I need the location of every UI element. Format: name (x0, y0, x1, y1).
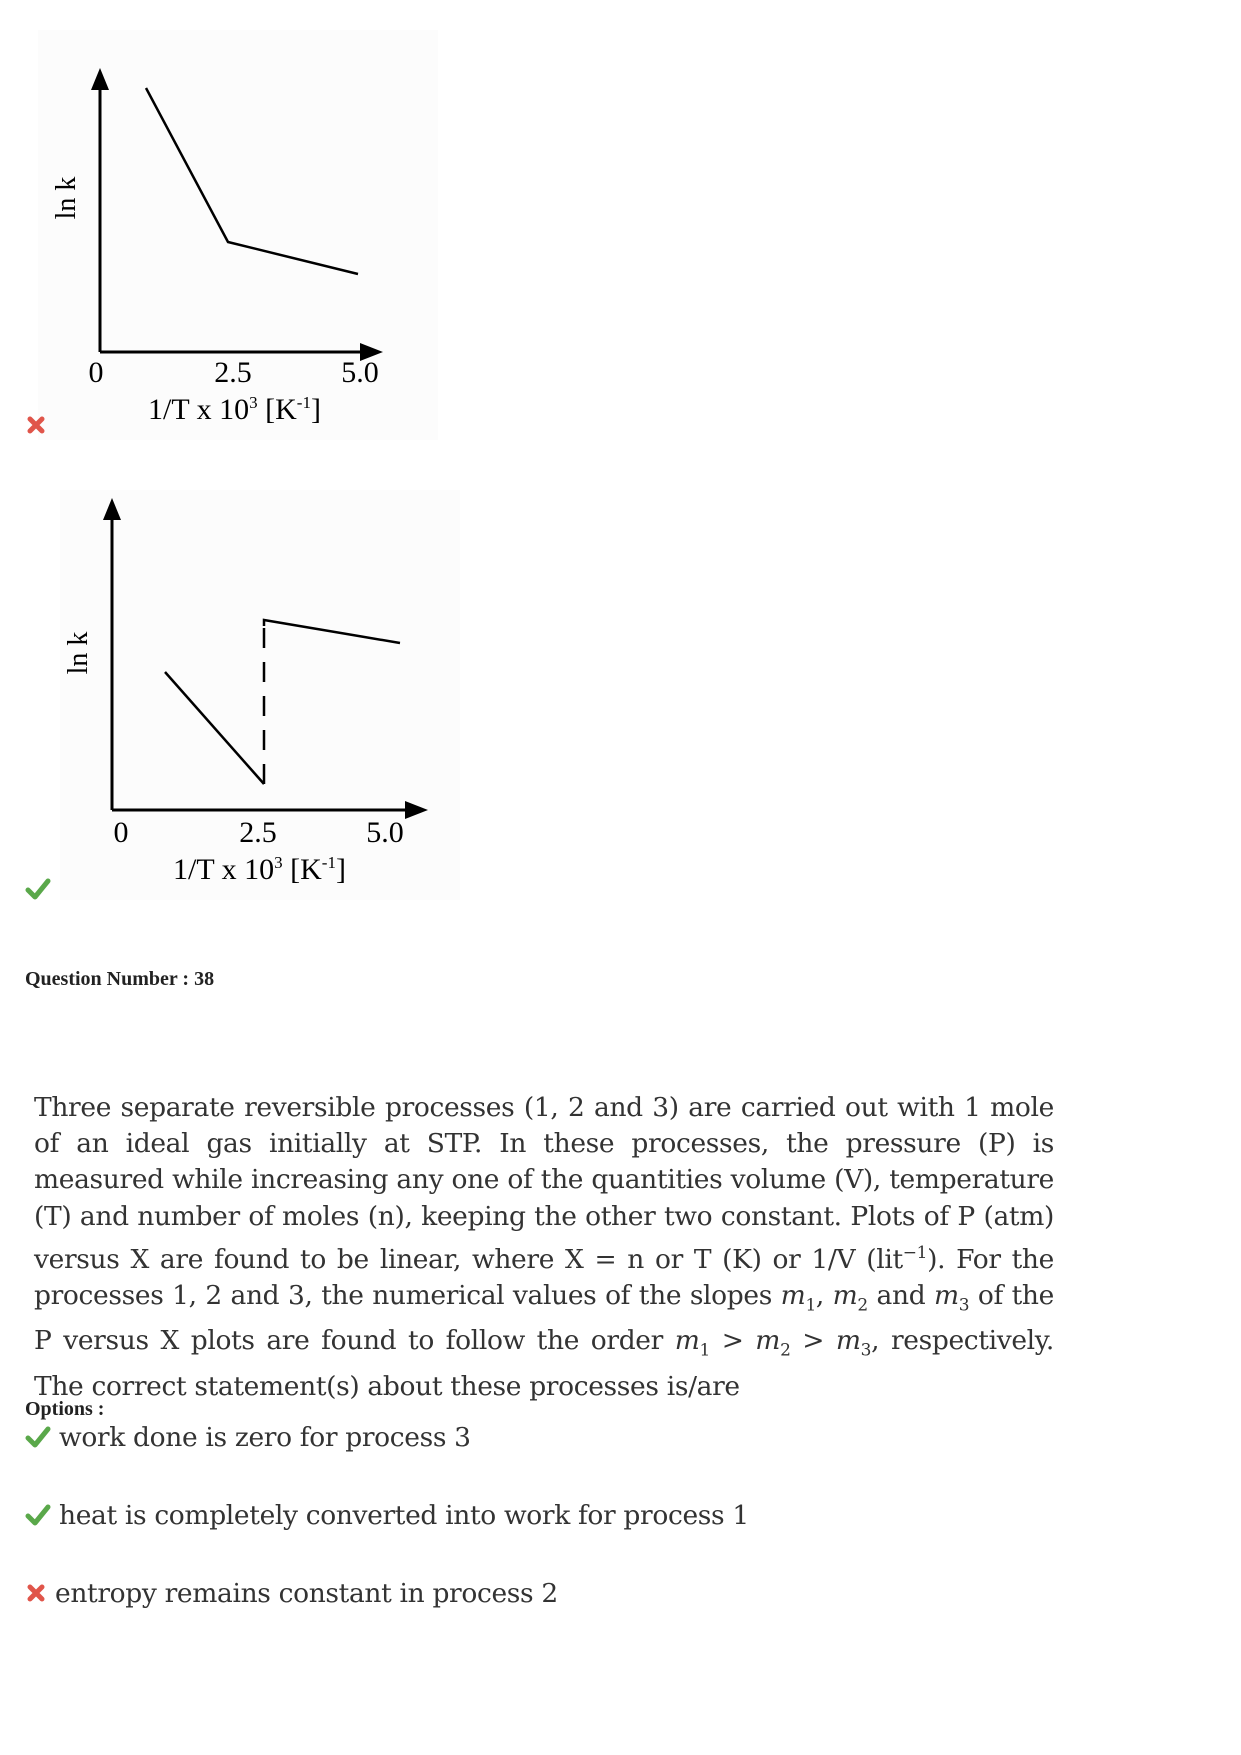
option-3-text: entropy remains constant in process 2 (55, 1577, 558, 1609)
y-axis-label: ln k (63, 631, 94, 675)
x-axis-label: 1/T x $10^3$ $[K^{-1}]$ (173, 853, 346, 886)
y-axis-arrow-icon (91, 68, 109, 90)
ln-k-curve (146, 88, 358, 274)
correct-check-icon (25, 877, 51, 901)
option-1-text: work done is zero for process 3 (59, 1421, 471, 1453)
x-axis-label: 1/T x $10^3$ $[K^{-1}]$ (148, 393, 321, 426)
tick-label-0: 0 (113, 816, 129, 849)
tick-label-5-0: 5.0 (341, 356, 379, 389)
y-axis-arrow-icon (103, 498, 121, 520)
question-text: Three separate reversible processes (1, 2 and 3) are carried out with 1 mole of an ideal gas initially at STP. In these processes, the pressure (P) is measured while increasing any one of the quantities volume (V), temperature (T) and number of moles (n), keeping the other two constant. Plots of P (atm) versus X are found to be linear, where X = n or T (K) or 1/V (lit$^{-1}$). For the processes 1, 2 and 3, the numerical values of the slopes $m_1$, $m_2$ and $m_3$ of the P versus X plots are found to follow the order $m_1 > m_2 > m_3$, respectively. The correct statement(s) about these processes is/are (34, 1092, 1054, 1402)
question-number: Question Number : 38 (25, 968, 215, 990)
correct-check-icon (25, 1503, 51, 1527)
option-2[interactable] (25, 1498, 749, 1532)
tick-label-0: 0 (88, 356, 104, 389)
graph-b-svg (60, 490, 460, 900)
graph-option-b (60, 490, 460, 900)
incorrect-x-icon (25, 414, 47, 436)
ln-k-segment-high (264, 620, 400, 643)
correct-check-icon (25, 1425, 51, 1449)
options-heading: Options : (25, 1398, 105, 1420)
y-axis-label: ln k (51, 176, 82, 220)
tick-label-5-0: 5.0 (366, 816, 404, 849)
graph-option-a (38, 30, 438, 440)
ln-k-segment-low (165, 672, 264, 784)
option-2-text: heat is completely converted into work for process 1 (59, 1499, 749, 1531)
x-axis-arrow-icon (405, 801, 428, 819)
tick-label-2-5: 2.5 (239, 816, 277, 849)
graph-a-svg (38, 30, 438, 440)
incorrect-x-icon (25, 1582, 47, 1604)
tick-label-2-5: 2.5 (214, 356, 252, 389)
option-3[interactable] (25, 1576, 558, 1610)
option-1[interactable] (25, 1420, 471, 1454)
